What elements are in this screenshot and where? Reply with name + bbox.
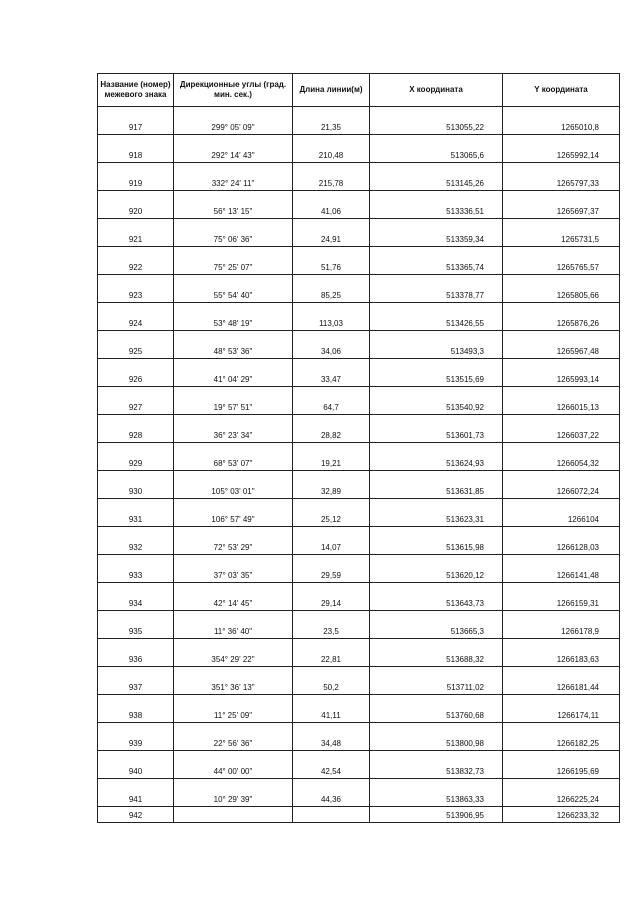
x-coordinate-cell-value: 513800,98 [446,739,484,748]
point-name-cell-value: 927 [128,403,143,412]
point-name-cell [98,387,174,415]
length-cell-value: 113,03 [319,319,343,328]
table-header-row [98,74,620,107]
table-row [98,583,620,611]
y-coordinate-cell-value: 1265967,48 [556,347,599,356]
point-name-cell-value: 925 [128,347,143,356]
y-coordinate-cell [503,247,620,275]
y-coordinate-cell [503,639,620,667]
x-coordinate-cell-value: 513378,77 [446,291,484,300]
x-coordinate-cell-value: 513359,34 [446,235,484,244]
point-name-cell-value: 936 [128,655,143,664]
point-name-cell [98,471,174,499]
x-coordinate-cell-value: 513426,55 [446,319,484,328]
point-name-cell [98,751,174,779]
y-coordinate-cell [503,303,620,331]
length-cell [293,555,370,583]
length-cell-value: 33,47 [320,375,342,384]
point-name-cell [98,303,174,331]
direction-cell-value: 68° 53' 07" [213,459,253,468]
point-name-cell-value: 932 [128,543,143,552]
x-coordinate-cell-value: 513055,22 [446,123,484,132]
x-coordinate-cell [370,387,503,415]
table-row [98,191,620,219]
point-name-cell-value: 934 [128,599,143,608]
direction-cell-value: 292° 14' 43" [211,151,255,160]
direction-cell [174,443,293,471]
x-coordinate-cell-value: 513065,6 [450,151,484,160]
length-cell [293,247,370,275]
length-cell [293,583,370,611]
y-coordinate-cell [503,331,620,359]
point-name-cell-value: 930 [128,487,143,496]
point-name-cell-value: 923 [128,291,143,300]
y-coordinate-cell [503,723,620,751]
y-coordinate-cell [503,163,620,191]
x-coordinate-cell-value: 513760,68 [446,711,484,720]
point-name-cell [98,331,174,359]
direction-cell-value: 53° 48' 19" [213,319,253,328]
header-x: X координата [370,74,503,107]
direction-cell [174,639,293,667]
point-name-cell [98,443,174,471]
direction-cell [174,331,293,359]
direction-cell [174,415,293,443]
point-name-cell [98,219,174,247]
table-row [98,387,620,415]
length-cell-value: 22,81 [320,655,342,664]
direction-cell-value: 10° 29' 39" [213,795,253,804]
y-coordinate-cell [503,779,620,807]
x-coordinate-cell-value: 513688,32 [446,655,484,664]
point-name-cell-value: 919 [128,179,143,188]
x-coordinate-cell-value: 513906,95 [446,811,484,820]
y-coordinate-cell-value: 1266037,22 [556,431,599,440]
point-name-cell-value: 917 [128,123,143,132]
y-coordinate-cell [503,107,620,135]
point-name-cell-value: 928 [128,431,143,440]
point-name-cell [98,555,174,583]
x-coordinate-cell-value: 513711,02 [446,683,484,692]
direction-cell [174,303,293,331]
direction-cell-value: 22° 56' 36" [213,739,253,748]
table-row [98,639,620,667]
direction-cell [174,135,293,163]
point-name-cell-value: 933 [128,571,143,580]
direction-cell-value: 36° 23' 34" [213,431,253,440]
x-coordinate-cell-value: 513601,73 [446,431,484,440]
table-row [98,499,620,527]
x-coordinate-cell [370,723,503,751]
y-coordinate-cell [503,527,620,555]
x-coordinate-cell [370,471,503,499]
y-coordinate-cell [503,219,620,247]
point-name-cell [98,135,174,163]
y-coordinate-cell-value: 1266195,69 [556,767,599,776]
x-coordinate-cell-value: 513643,73 [446,599,484,608]
x-coordinate-cell [370,359,503,387]
direction-cell [174,219,293,247]
x-coordinate-cell [370,191,503,219]
length-cell-value: 34,06 [320,347,342,356]
y-coordinate-cell-value: 1265765,57 [556,263,599,272]
direction-cell-value: 299° 05' 09" [211,123,255,132]
x-coordinate-cell [370,107,503,135]
y-coordinate-cell-value: 1266141,48 [556,571,599,580]
y-coordinate-cell-value: 1266225,24 [556,795,599,804]
length-cell-value: 85,25 [320,291,342,300]
x-coordinate-cell [370,303,503,331]
length-cell [293,667,370,695]
x-coordinate-cell-value: 513365,74 [446,263,484,272]
x-coordinate-cell [370,415,503,443]
point-name-cell [98,247,174,275]
direction-cell [174,751,293,779]
y-coordinate-cell-value: 1265876,26 [556,319,599,328]
direction-cell-value: 37° 03' 35" [213,571,253,580]
y-coordinate-cell-value: 1266233,32 [556,811,599,820]
length-cell [293,499,370,527]
direction-cell-value: 48° 53' 36" [213,347,253,356]
point-name-cell-value: 941 [128,795,143,804]
length-cell-value: 32,89 [320,487,342,496]
length-cell [293,415,370,443]
x-coordinate-cell-value: 513615,98 [446,543,484,552]
direction-cell-value: 332° 24' 11" [211,179,255,188]
length-cell-value: 34,48 [320,739,342,748]
point-name-cell-value: 929 [128,459,143,468]
x-coordinate-cell [370,499,503,527]
x-coordinate-cell-value: 513515,69 [446,375,484,384]
y-coordinate-cell-value: 1265731,5 [561,235,599,244]
point-name-cell [98,611,174,639]
y-coordinate-cell [503,191,620,219]
direction-cell [174,807,293,823]
table-row [98,219,620,247]
y-coordinate-cell-value: 1265797,33 [556,179,599,188]
x-coordinate-cell [370,611,503,639]
point-name-cell [98,527,174,555]
direction-cell [174,555,293,583]
direction-cell [174,723,293,751]
point-name-cell-value: 922 [128,263,143,272]
point-name-cell [98,695,174,723]
length-cell-value: 51,76 [320,263,342,272]
point-name-cell-value: 937 [128,683,143,692]
length-cell [293,807,370,823]
y-coordinate-cell [503,135,620,163]
y-coordinate-cell [503,275,620,303]
table-row [98,135,620,163]
x-coordinate-cell-value: 513493,3 [450,347,484,356]
point-name-cell-value: 935 [128,627,143,636]
y-coordinate-cell [503,695,620,723]
y-coordinate-cell-value: 1266181,44 [556,683,599,692]
point-name-cell [98,723,174,751]
point-name-cell-value: 940 [128,767,143,776]
direction-cell [174,611,293,639]
y-coordinate-cell [503,471,620,499]
direction-cell [174,527,293,555]
point-name-cell [98,415,174,443]
direction-cell [174,191,293,219]
table-row [98,695,620,723]
header-length: Длина линии(м) [293,74,370,107]
point-name-cell [98,163,174,191]
direction-cell [174,275,293,303]
direction-cell-value: 106° 57' 49" [211,515,255,524]
y-coordinate-cell [503,751,620,779]
table-row [98,359,620,387]
y-coordinate-cell-value: 1266159,31 [556,599,599,608]
y-coordinate-cell-value: 1266182,25 [556,739,599,748]
y-coordinate-cell-value: 1265805,66 [556,291,599,300]
length-cell-value: 64,7 [323,403,339,412]
header-direction: Дирекционные углы (град. мин. сек.) [174,74,293,107]
direction-cell-value: 11° 36' 40" [213,627,253,636]
length-cell-value: 28,82 [320,431,342,440]
table-row [98,443,620,471]
length-cell [293,331,370,359]
length-cell [293,107,370,135]
point-name-cell-value: 924 [128,319,143,328]
direction-cell [174,107,293,135]
point-name-cell-value: 926 [128,375,143,384]
table-row [98,303,620,331]
point-name-cell-value: 918 [128,151,143,160]
y-coordinate-cell-value: 1266104 [567,515,599,524]
length-cell-value: 42,54 [320,767,342,776]
length-cell-value: 23,5 [323,627,339,636]
x-coordinate-cell [370,667,503,695]
y-coordinate-cell [503,415,620,443]
point-name-cell-value: 942 [128,811,143,820]
length-cell [293,695,370,723]
length-cell [293,163,370,191]
point-name-cell [98,639,174,667]
x-coordinate-cell-value: 513665,3 [450,627,484,636]
table-row [98,779,620,807]
x-coordinate-cell-value: 513863,33 [446,795,484,804]
direction-cell [174,359,293,387]
header-y: Y координата [503,74,620,107]
direction-cell [174,779,293,807]
direction-cell [174,247,293,275]
y-coordinate-cell-value: 1266015,13 [556,403,599,412]
table-row [98,667,620,695]
x-coordinate-cell [370,275,503,303]
table-row [98,723,620,751]
x-coordinate-cell [370,779,503,807]
y-coordinate-cell-value: 1265010,8 [561,123,599,132]
x-coordinate-cell-value: 513624,93 [446,459,484,468]
table-row [98,415,620,443]
point-name-cell-value: 938 [128,711,143,720]
length-cell [293,387,370,415]
x-coordinate-cell [370,135,503,163]
y-coordinate-cell [503,555,620,583]
y-coordinate-cell-value: 1265993,14 [556,375,599,384]
direction-cell-value: 105° 03' 01" [211,487,255,496]
length-cell [293,303,370,331]
length-cell [293,275,370,303]
x-coordinate-cell [370,247,503,275]
direction-cell [174,471,293,499]
y-coordinate-cell-value: 1266054,32 [556,459,599,468]
direction-cell-value: 351° 36' 13" [211,683,255,692]
table-row [98,555,620,583]
length-cell-value: 14,07 [320,543,342,552]
direction-cell [174,499,293,527]
length-cell-value: 24,91 [320,235,342,244]
direction-cell [174,583,293,611]
y-coordinate-cell-value: 1266128,03 [556,543,599,552]
y-coordinate-cell [503,359,620,387]
direction-cell-value: 55° 54' 40" [213,291,253,300]
table-row [98,471,620,499]
x-coordinate-cell-value: 513620,12 [446,571,484,580]
table-row [98,331,620,359]
direction-cell-value: 75° 06' 36" [213,235,253,244]
y-coordinate-cell [503,499,620,527]
length-cell-value: 21,35 [320,123,342,132]
length-cell [293,723,370,751]
y-coordinate-cell-value: 1266183,63 [556,655,599,664]
coordinates-table [97,73,620,823]
direction-cell-value: 56° 13' 15" [213,207,253,216]
x-coordinate-cell [370,443,503,471]
direction-cell-value: 19° 57' 51" [213,403,253,412]
x-coordinate-cell-value: 513623,31 [446,515,484,524]
length-cell [293,191,370,219]
length-cell-value: 50,2 [323,683,339,692]
point-name-cell [98,779,174,807]
point-name-cell-value: 920 [128,207,143,216]
table-row [98,751,620,779]
direction-cell-value: 42° 14' 45" [213,599,253,608]
y-coordinate-cell-value: 1266178,9 [561,627,599,636]
point-name-cell [98,499,174,527]
direction-cell [174,695,293,723]
point-name-cell [98,583,174,611]
point-name-cell-value: 939 [128,739,143,748]
point-name-cell [98,191,174,219]
length-cell-value: 210,48 [318,151,344,160]
y-coordinate-cell-value: 1265697,37 [556,207,599,216]
header-name: Название (номер) межевого знака [98,74,174,107]
direction-cell [174,667,293,695]
length-cell [293,219,370,247]
point-name-cell-value: 931 [128,515,143,524]
direction-cell [174,163,293,191]
y-coordinate-cell-value: 1265992,14 [556,151,599,160]
length-cell-value: 29,14 [320,599,342,608]
table-row [98,527,620,555]
length-cell [293,135,370,163]
length-cell-value: 215,78 [318,179,344,188]
length-cell-value: 25,12 [320,515,342,524]
direction-cell [174,387,293,415]
direction-cell-value: 11° 25' 09" [213,711,253,720]
point-name-cell-value: 921 [128,235,143,244]
direction-cell-value: 75° 25' 07" [213,263,253,272]
x-coordinate-cell [370,695,503,723]
x-coordinate-cell-value: 513336,51 [446,207,484,216]
y-coordinate-cell [503,611,620,639]
length-cell-value: 41,06 [320,207,342,216]
length-cell [293,639,370,667]
table-row [98,275,620,303]
length-cell [293,359,370,387]
length-cell-value: 29,59 [320,571,342,580]
length-cell [293,779,370,807]
y-coordinate-cell-value: 1266174,11 [557,711,599,720]
x-coordinate-cell [370,331,503,359]
point-name-cell [98,107,174,135]
length-cell [293,471,370,499]
point-name-cell [98,359,174,387]
length-cell [293,443,370,471]
x-coordinate-cell [370,807,503,823]
y-coordinate-cell [503,387,620,415]
x-coordinate-cell [370,583,503,611]
x-coordinate-cell-value: 513540,92 [446,403,484,412]
y-coordinate-cell-value: 1266072,24 [556,487,599,496]
x-coordinate-cell-value: 513832,73 [446,767,484,776]
direction-cell-value: 44° 00' 00" [213,767,253,776]
table-row [98,807,620,823]
length-cell [293,751,370,779]
table-row [98,247,620,275]
point-name-cell [98,275,174,303]
point-name-cell [98,807,174,823]
direction-cell-value: 72° 53' 29" [213,543,253,552]
x-coordinate-cell [370,639,503,667]
x-coordinate-cell [370,751,503,779]
x-coordinate-cell [370,163,503,191]
x-coordinate-cell-value: 513145,26 [446,179,484,188]
y-coordinate-cell [503,583,620,611]
table-row [98,107,620,135]
length-cell-value: 41,11 [321,711,341,720]
y-coordinate-cell [503,807,620,823]
length-cell-value: 19,21 [320,459,342,468]
length-cell [293,527,370,555]
y-coordinate-cell [503,443,620,471]
x-coordinate-cell [370,219,503,247]
table-row [98,611,620,639]
direction-cell-value: 354° 29' 22" [211,655,255,664]
length-cell-value: 44,36 [320,795,342,804]
x-coordinate-cell [370,527,503,555]
direction-cell-value: 41° 04' 29" [213,375,253,384]
table-body [98,107,620,823]
y-coordinate-cell [503,667,620,695]
x-coordinate-cell-value: 513631,85 [446,487,484,496]
table-row [98,163,620,191]
length-cell [293,611,370,639]
x-coordinate-cell [370,555,503,583]
point-name-cell [98,667,174,695]
